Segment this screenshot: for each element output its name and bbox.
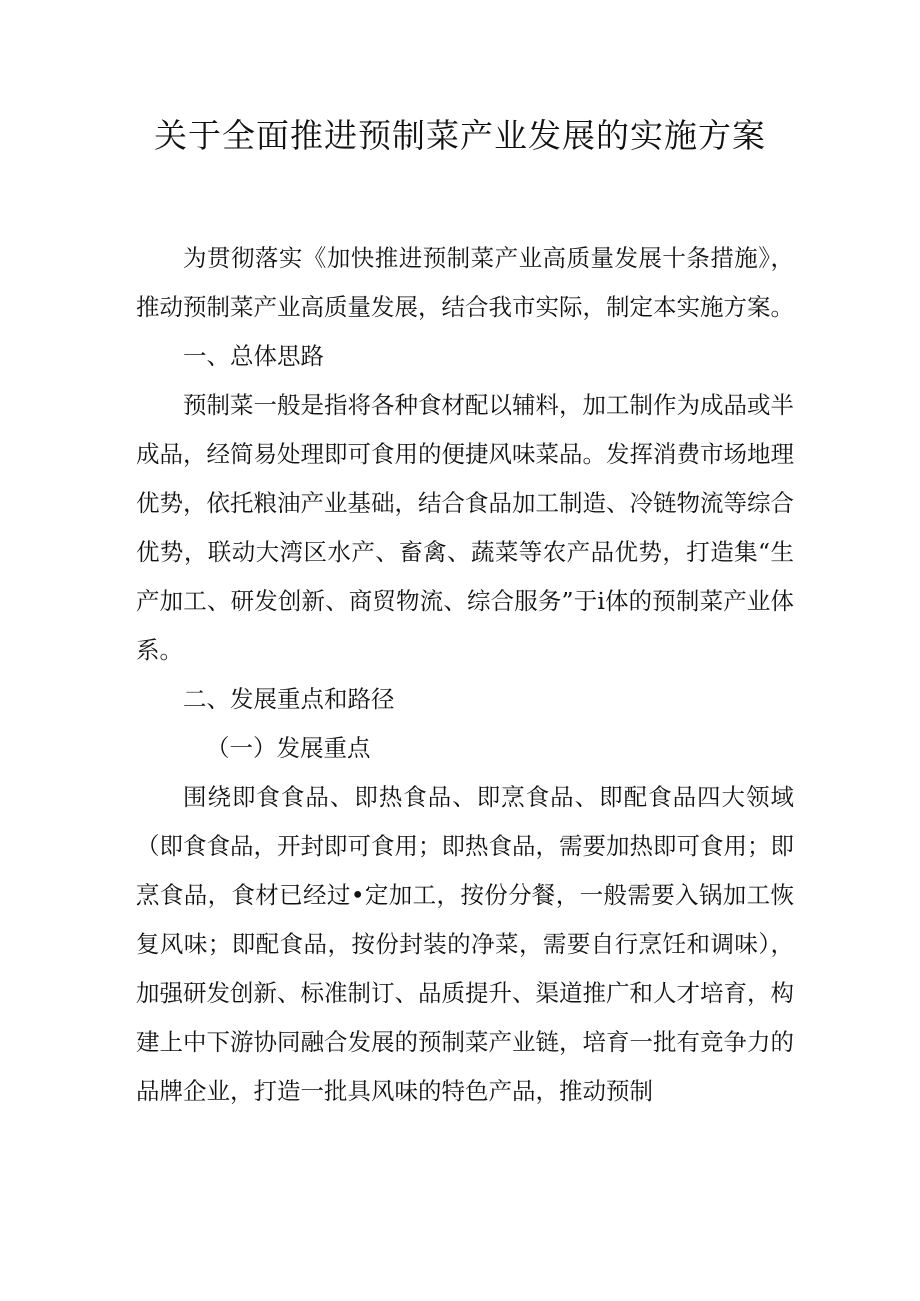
document-body bbox=[136, 234, 794, 1116]
overall-idea-paragraph: 预制菜一般是指将各种食材配以辅料，加工制作为成品或半成品，经简易处理即可食用的便捷风味菜品。发挥消费市场地理优势，依托粮油产业基础，结合食品加工制造、冷链物流等综合优势，联动大湾区水产、畜禽、蔬菜等农产品优势，打造集“生产加工、研发创新、商贸物流、综合服务”于i体的预制菜产业体系。 bbox=[136, 391, 794, 664]
document-title: 关于全面推进预制菜产业发展的实施方案 bbox=[154, 116, 766, 155]
subsection-heading-1: （一）发展重点 bbox=[206, 734, 371, 762]
intro-paragraph: 为贯彻落实《加快推进预制菜产业高质量发展十条措施》，推动预制菜产业高质量发展，结合我市实际，制定本实施方案。 bbox=[136, 244, 794, 321]
section-heading-2: 二、发展重点和路径 bbox=[183, 685, 395, 713]
development-focus-paragraph: 围绕即食食品、即热食品、即烹食品、即配食品四大领域（即食食品，开封即可食用；即热食品，需要加热即可食用；即烹食品，食材已经过•定加工，按份分餐，一般需要入锅加工恢复风味；即配食品，按份封装的净菜，需要自行烹饪和调味），加强研发创新、标准制订、品质提升、渠道推广和人才培育，构建上中下游协同融合发展的预制菜产业链，培育一批有竞争力的品牌企业，打造一批具风味的特色产品，推动预制 bbox=[136, 783, 794, 1105]
section-heading-1: 一、总体思路 bbox=[183, 342, 324, 370]
